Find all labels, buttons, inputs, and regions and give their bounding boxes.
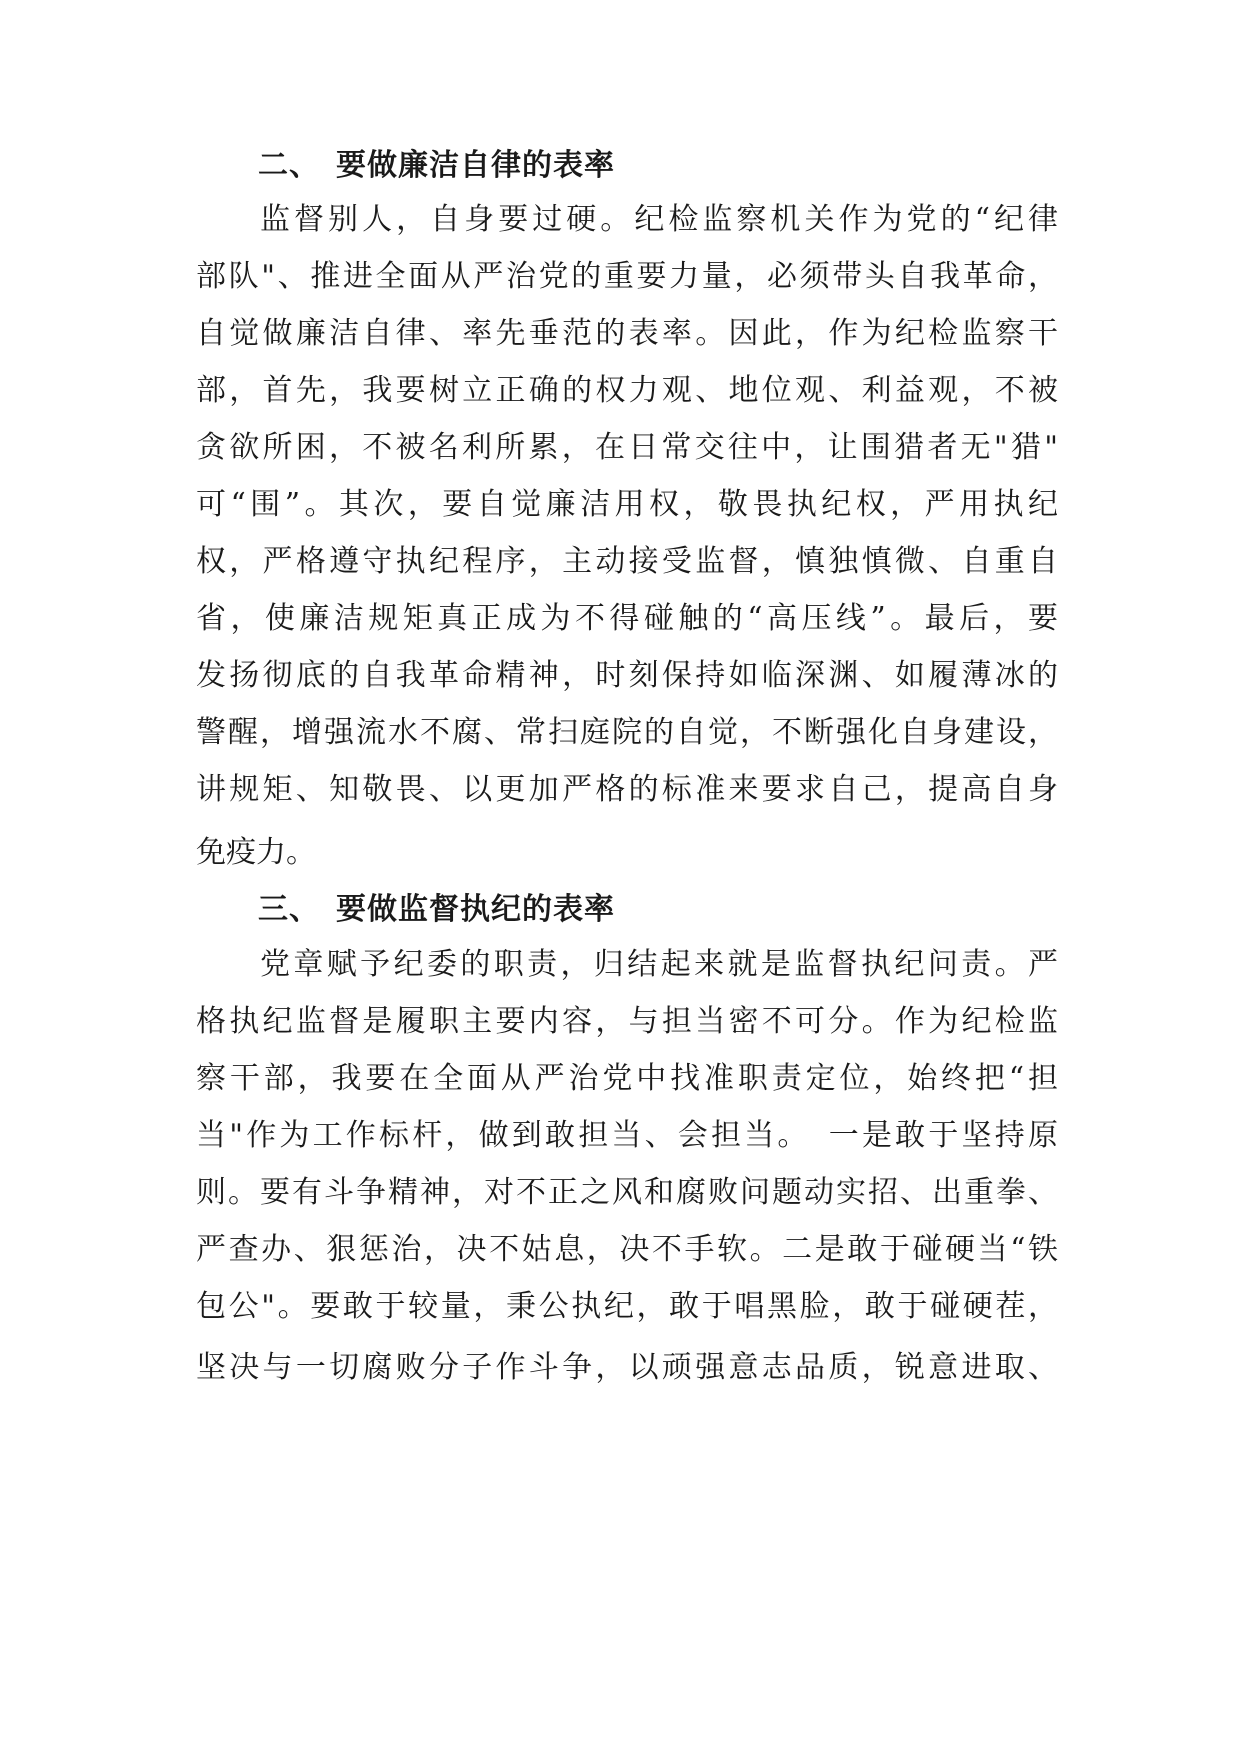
section-3-line: 党章赋予纪委的职责，归结起来就是监督执纪问责。严	[260, 947, 1058, 982]
section-2-line: 免疫力。	[196, 835, 316, 870]
section-2-line: 讲规矩、知敬畏、以更加严格的标准来要求自己，提高自身	[196, 772, 1058, 807]
section-2-line: 省，使廉洁规矩真正成为不得碰触的“高压线”。最后，要	[196, 601, 1058, 636]
section-2-number: 二、	[258, 148, 320, 183]
section-3-line: 格执纪监督是履职主要内容，与担当密不可分。作为纪检监	[196, 1004, 1058, 1039]
section-2-line: 权，严格遵守执纪程序，主动接受监督，慎独慎微、自重自	[196, 544, 1058, 579]
section-3-line: 当"作为工作标杆，做到敢担当、会担当。 一是敢于坚持原	[196, 1118, 1058, 1153]
section-3-number: 三、	[258, 892, 320, 927]
section-2-heading	[258, 146, 615, 186]
section-3-line: 察干部，我要在全面从严治党中找准职责定位，始终把“担	[196, 1061, 1058, 1096]
section-2-line: 自觉做廉洁自律、率先垂范的表率。因此，作为纪检监察干	[196, 316, 1058, 351]
section-2-line: 部队"、推进全面从严治党的重要力量，必须带头自我革命，	[196, 259, 1058, 294]
section-2-line: 部，首先，我要树立正确的权力观、地位观、利益观，不被	[196, 373, 1058, 408]
section-2-line: 贪欲所困，不被名利所累，在日常交往中，让围猎者无"猎"	[196, 430, 1058, 465]
section-3-line: 则。要有斗争精神，对不正之风和腐败问题动实招、出重拳、	[196, 1175, 1058, 1210]
section-2-line: 发扬彻底的自我革命精神，时刻保持如临深渊、如履薄冰的	[196, 658, 1058, 693]
section-3-line: 严查办、狠惩治，决不姑息，决不手软。二是敢于碰硬当“铁	[196, 1232, 1058, 1267]
section-2-line: 警醒，增强流水不腐、常扫庭院的自觉，不断强化自身建设，	[196, 715, 1058, 750]
section-3-heading	[258, 890, 615, 930]
section-2-title: 要做廉洁自律的表率	[336, 148, 615, 183]
section-3-line: 坚决与一切腐败分子作斗争，以顽强意志品质，锐意进取、	[196, 1350, 1058, 1385]
section-3-line: 包公"。要敢于较量，秉公执纪，敢于唱黑脸，敢于碰硬茬，	[196, 1289, 1058, 1324]
section-2-line: 监督别人，自身要过硬。纪检监察机关作为党的“纪律	[260, 202, 1058, 237]
section-3-title: 要做监督执纪的表率	[336, 892, 615, 927]
section-2-line: 可“围”。其次，要自觉廉洁用权，敬畏执纪权，严用执纪	[196, 487, 1058, 522]
